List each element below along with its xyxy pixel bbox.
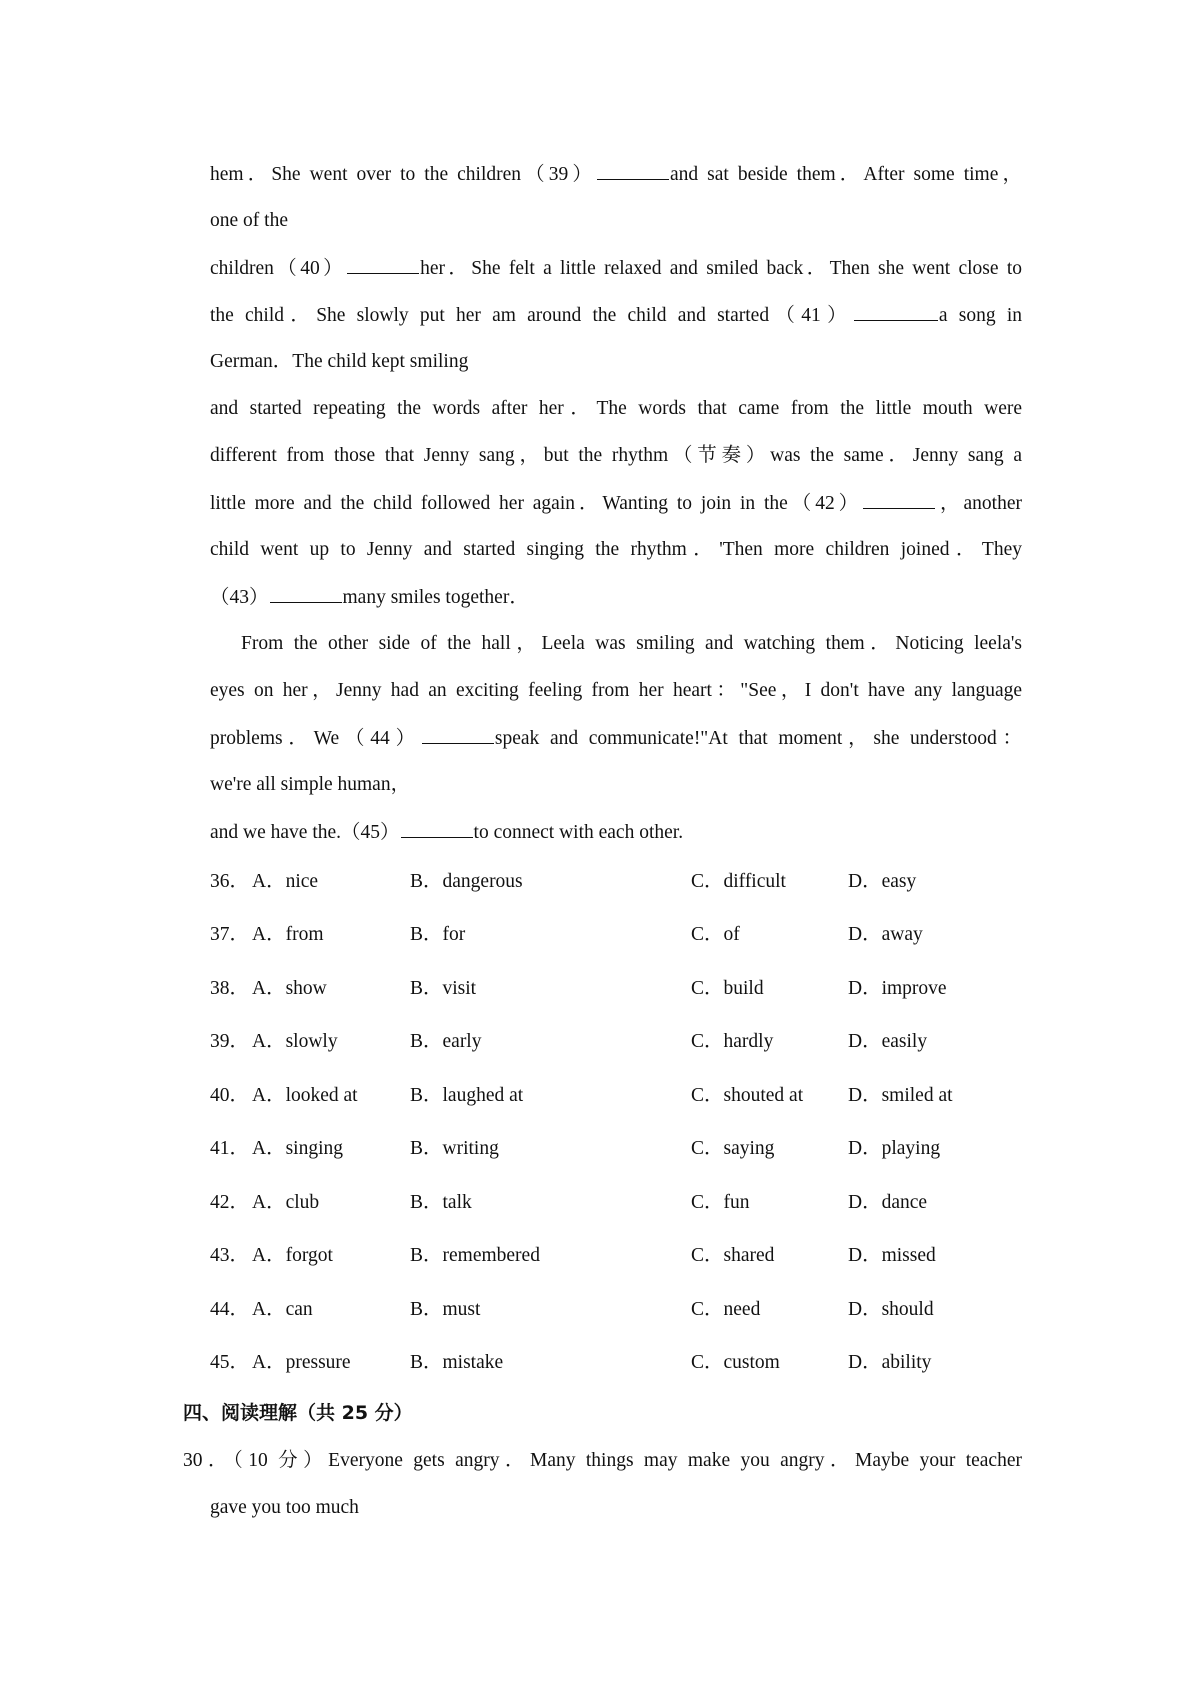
question-30-line-1: 30．（10 分）Everyone gets angry．Many things may make you angry．Maybe your teacher bbox=[183, 1450, 1022, 1471]
passage-line-5: German．The child kept smiling bbox=[210, 351, 469, 372]
option-c: C．custom bbox=[691, 1352, 780, 1373]
option-d: D．should bbox=[848, 1299, 934, 1320]
answer-blank-45 bbox=[401, 817, 473, 838]
option-b: B．remembered bbox=[410, 1245, 540, 1266]
section-heading: 四、阅读理解（共 25 分） bbox=[183, 1402, 413, 1424]
option-b: B．writing bbox=[410, 1138, 499, 1159]
option-d: D．smiled at bbox=[848, 1085, 953, 1106]
passage-line-3: children（40） her．She felt a little relaxed and smiled back．Then she went close to bbox=[210, 253, 1022, 283]
option-b: B．dangerous bbox=[410, 871, 523, 892]
passage-line-14: we're all simple human， bbox=[210, 774, 411, 795]
option-c: C．fun bbox=[691, 1192, 750, 1213]
passage-line-12: eyes on her，Jenny had an exciting feeling from her heart："See，I don't have any language bbox=[210, 680, 1022, 701]
option-row-38: 38． A．show B．visit C．build D．improve bbox=[210, 974, 1022, 1004]
option-a: A．looked at bbox=[252, 1085, 358, 1106]
option-row-40: 40． A．looked at B．laughed at C．shouted at D．smiled at bbox=[210, 1081, 1022, 1111]
option-d: D．missed bbox=[848, 1245, 936, 1266]
option-row-44: 44． A．can B．must C．need D．should bbox=[210, 1295, 1022, 1325]
passage-line-2: one of the bbox=[210, 210, 288, 231]
passage-line-9: child went up to Jenny and started singing the rhythm．'Then more children joined．They bbox=[210, 539, 1022, 560]
question-30-line-2: gave you too much bbox=[210, 1497, 359, 1518]
option-c: C．hardly bbox=[691, 1031, 774, 1052]
option-c: C．difficult bbox=[691, 871, 786, 892]
option-d: D．improve bbox=[848, 978, 947, 999]
option-c: C．saying bbox=[691, 1138, 775, 1159]
option-c: C．build bbox=[691, 978, 764, 999]
passage-line-6: and started repeating the words after her．The words that came from the little mouth were bbox=[210, 398, 1022, 419]
option-a: A．pressure bbox=[252, 1352, 351, 1373]
option-b: B．for bbox=[410, 924, 466, 945]
option-d: D．easy bbox=[848, 871, 917, 892]
option-a: A．show bbox=[252, 978, 327, 999]
option-row-37: 37． A．from B．for C．of D．away bbox=[210, 920, 1022, 950]
passage-line-8: little more and the child followed her again．Wanting to join in the（42） ，another bbox=[210, 488, 1022, 518]
option-a: A．can bbox=[252, 1299, 313, 1320]
answer-blank-42 bbox=[863, 488, 935, 509]
option-row-43: 43． A．forgot B．remembered C．shared D．missed bbox=[210, 1241, 1022, 1271]
option-a: A．nice bbox=[252, 871, 319, 892]
option-a: A．forgot bbox=[252, 1245, 333, 1266]
option-row-39: 39． A．slowly B．early C．hardly D．easily bbox=[210, 1027, 1022, 1057]
option-row-42: 42． A．club B．talk C．fun D．dance bbox=[210, 1188, 1022, 1218]
option-row-41: 41． A．singing B．writing C．saying D．playing bbox=[210, 1134, 1022, 1164]
passage-line-11: From the other side of the hall，Leela was smiling and watching them．Noticing leela's bbox=[241, 633, 1022, 654]
option-d: D．ability bbox=[848, 1352, 932, 1373]
passage-line-10: （43） many smiles together． bbox=[210, 582, 1022, 612]
answer-blank-40 bbox=[347, 253, 419, 274]
option-a: A．from bbox=[252, 924, 324, 945]
answer-blank-39 bbox=[597, 159, 669, 180]
passage-line-4: the child．She slowly put her am around the child and started（41） a song in bbox=[210, 300, 1022, 330]
option-b: B．must bbox=[410, 1299, 481, 1320]
passage-line-7: different from those that Jenny sang，but the rhythm（节奏）was the same．Jenny sang a bbox=[210, 445, 1022, 466]
option-c: C．shouted at bbox=[691, 1085, 804, 1106]
option-a: A．singing bbox=[252, 1138, 344, 1159]
answer-blank-43 bbox=[270, 582, 342, 603]
option-row-36: 36． A．nice B．dangerous C．difficult D．easy bbox=[210, 867, 1022, 897]
option-b: B．visit bbox=[410, 978, 477, 999]
option-c: C．of bbox=[691, 924, 740, 945]
option-row-45: 45． A．pressure B．mistake C．custom D．ability bbox=[210, 1348, 1022, 1378]
option-a: A．slowly bbox=[252, 1031, 338, 1052]
option-a: A．club bbox=[252, 1192, 320, 1213]
answer-blank-41 bbox=[854, 300, 938, 321]
option-c: C．need bbox=[691, 1299, 761, 1320]
option-b: B．laughed at bbox=[410, 1085, 524, 1106]
passage-line-13: problems．We（44） speak and communicate!"At that moment，she understood： bbox=[210, 723, 1022, 753]
option-d: D．easily bbox=[848, 1031, 928, 1052]
option-b: B．early bbox=[410, 1031, 482, 1052]
answer-blank-44 bbox=[422, 723, 494, 744]
option-b: B．talk bbox=[410, 1192, 472, 1213]
option-c: C．shared bbox=[691, 1245, 775, 1266]
option-d: D．playing bbox=[848, 1138, 941, 1159]
passage-line-1: hem．She went over to the children（39） and sat beside them．After some time， bbox=[210, 159, 1022, 189]
option-d: D．dance bbox=[848, 1192, 928, 1213]
passage-line-15: and we have the.（45） to connect with each other. bbox=[210, 817, 1022, 847]
option-d: D．away bbox=[848, 924, 923, 945]
option-b: B．mistake bbox=[410, 1352, 504, 1373]
